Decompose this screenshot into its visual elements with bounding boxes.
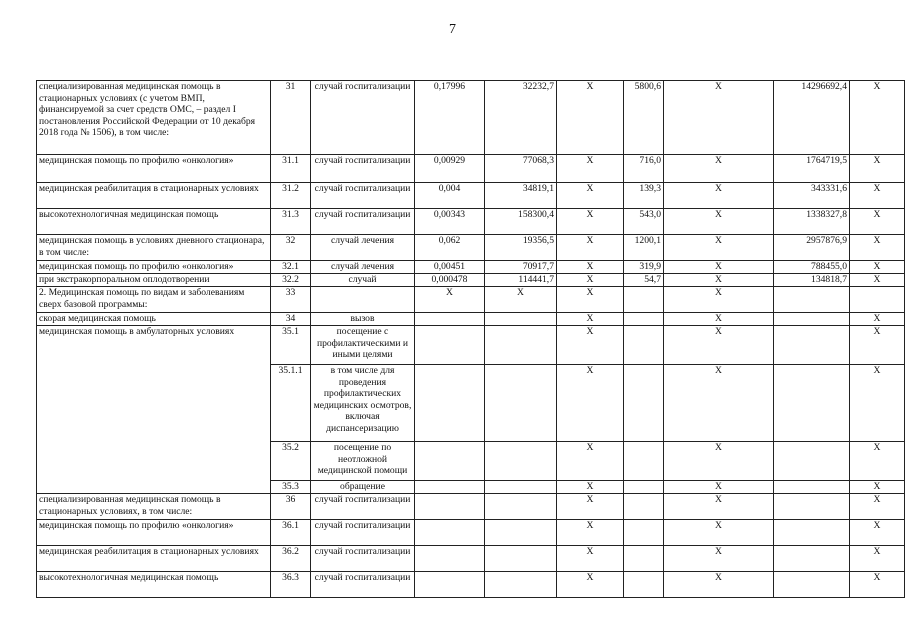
row-value-4: [624, 546, 664, 572]
row-value-2: 34819,1: [485, 183, 557, 209]
row-value-5: X: [664, 235, 774, 261]
row-value-5: X: [664, 442, 774, 481]
row-number: 35.1: [271, 326, 311, 365]
row-value-1: 0,00929: [415, 155, 485, 183]
row-value-4: 543,0: [624, 209, 664, 235]
row-value-6: [774, 546, 850, 572]
row-value-1: [415, 572, 485, 598]
row-value-5: X: [664, 365, 774, 442]
row-value-7: X: [850, 481, 905, 494]
row-unit: посещение с профилактическими и иными целями: [311, 326, 415, 365]
table-row: [37, 183, 905, 209]
row-value-5: X: [664, 572, 774, 598]
row-number: 35.1.1: [271, 365, 311, 442]
row-value-3: X: [557, 442, 624, 481]
row-name: высокотехнологичная медицинская помощь: [37, 209, 271, 235]
row-number: 32: [271, 235, 311, 261]
row-number: 35.3: [271, 481, 311, 494]
table-row: [37, 313, 905, 326]
row-value-6: [774, 442, 850, 481]
row-value-1: 0,00451: [415, 261, 485, 274]
row-value-7: X: [850, 209, 905, 235]
row-number: 35.2: [271, 442, 311, 481]
row-unit: обращение: [311, 481, 415, 494]
row-unit: случай госпитализации: [311, 81, 415, 155]
row-value-5: X: [664, 209, 774, 235]
row-value-3: X: [557, 81, 624, 155]
row-unit: случай: [311, 274, 415, 287]
table-row: [37, 546, 905, 572]
row-value-6: 134818,7: [774, 274, 850, 287]
row-value-3: X: [557, 494, 624, 520]
row-value-7: X: [850, 572, 905, 598]
row-value-3: X: [557, 481, 624, 494]
row-value-2: [485, 365, 557, 442]
table-row: [37, 287, 905, 313]
row-value-2: [485, 313, 557, 326]
row-value-2: [485, 572, 557, 598]
row-value-6: 2957876,9: [774, 235, 850, 261]
row-unit: случай лечения: [311, 235, 415, 261]
row-value-2: [485, 442, 557, 481]
row-unit: случай госпитализации: [311, 209, 415, 235]
row-value-7: X: [850, 442, 905, 481]
row-value-6: [774, 287, 850, 313]
table-row: [37, 155, 905, 183]
row-value-7: [850, 287, 905, 313]
row-value-4: [624, 494, 664, 520]
row-value-6: [774, 481, 850, 494]
row-value-5: X: [664, 155, 774, 183]
row-number: 33: [271, 287, 311, 313]
row-number: 31.3: [271, 209, 311, 235]
row-value-4: [624, 572, 664, 598]
row-value-2: [485, 546, 557, 572]
row-value-1: [415, 442, 485, 481]
row-value-3: X: [557, 287, 624, 313]
row-value-3: X: [557, 155, 624, 183]
row-name: медицинская помощь по профилю «онкология»: [37, 520, 271, 546]
row-value-3: X: [557, 520, 624, 546]
row-name: специализированная медицинская помощь в стационарных условиях (с учетом ВМП, финансируемой за счет средств ОМС, – раздел I постановления Российской Федерации от 10 декабря 2018 года № 1506), в том числе:: [37, 81, 271, 155]
row-value-7: X: [850, 81, 905, 155]
row-value-4: [624, 287, 664, 313]
row-value-4: 319,9: [624, 261, 664, 274]
row-value-3: X: [557, 365, 624, 442]
row-value-5: X: [664, 313, 774, 326]
row-value-6: [774, 494, 850, 520]
row-value-5: X: [664, 481, 774, 494]
row-value-1: 0,000478: [415, 274, 485, 287]
table-row: [37, 572, 905, 598]
row-value-6: [774, 313, 850, 326]
row-unit: посещение по неотложной медицинской помощи: [311, 442, 415, 481]
table-row: [37, 520, 905, 546]
row-value-7: X: [850, 494, 905, 520]
row-value-5: X: [664, 326, 774, 365]
row-unit: случай госпитализации: [311, 546, 415, 572]
row-value-5: X: [664, 287, 774, 313]
row-value-7: X: [850, 313, 905, 326]
row-value-3: X: [557, 261, 624, 274]
row-name: медицинская реабилитация в стационарных условиях: [37, 183, 271, 209]
table-row: [37, 274, 905, 287]
row-value-5: X: [664, 261, 774, 274]
row-value-2: [485, 494, 557, 520]
row-value-7: X: [850, 235, 905, 261]
row-value-1: [415, 326, 485, 365]
row-value-6: [774, 365, 850, 442]
row-value-7: X: [850, 365, 905, 442]
row-value-5: X: [664, 274, 774, 287]
row-value-1: [415, 520, 485, 546]
row-unit: случай госпитализации: [311, 183, 415, 209]
row-value-3: X: [557, 546, 624, 572]
row-number: 34: [271, 313, 311, 326]
row-value-4: 54,7: [624, 274, 664, 287]
row-name: медицинская реабилитация в стационарных условиях: [37, 546, 271, 572]
row-unit: вызов: [311, 313, 415, 326]
row-value-4: 139,3: [624, 183, 664, 209]
row-value-1: [415, 313, 485, 326]
row-value-7: X: [850, 326, 905, 365]
row-value-3: X: [557, 183, 624, 209]
row-value-3: X: [557, 313, 624, 326]
row-value-6: 788455,0: [774, 261, 850, 274]
row-value-6: 14296692,4: [774, 81, 850, 155]
row-unit: случай госпитализации: [311, 572, 415, 598]
row-name: медицинская помощь в условиях дневного стационара, в том числе:: [37, 235, 271, 261]
row-value-7: X: [850, 520, 905, 546]
row-number: 36.1: [271, 520, 311, 546]
row-value-2: [485, 481, 557, 494]
row-value-3: X: [557, 572, 624, 598]
row-value-1: 0,00343: [415, 209, 485, 235]
row-unit: случай госпитализации: [311, 494, 415, 520]
row-value-1: 0,062: [415, 235, 485, 261]
row-value-5: X: [664, 494, 774, 520]
row-value-3: X: [557, 274, 624, 287]
row-number: 36.3: [271, 572, 311, 598]
table-row: [37, 209, 905, 235]
row-number: 31.1: [271, 155, 311, 183]
row-value-5: X: [664, 520, 774, 546]
row-value-3: X: [557, 326, 624, 365]
row-unit: в том числе для проведения профилактических медицинских осмотров, включая диспансеризацию: [311, 365, 415, 442]
row-value-4: 716,0: [624, 155, 664, 183]
row-unit: случай госпитализации: [311, 155, 415, 183]
row-value-2: 19356,5: [485, 235, 557, 261]
row-value-5: X: [664, 81, 774, 155]
row-value-4: 1200,1: [624, 235, 664, 261]
row-value-7: X: [850, 261, 905, 274]
row-name: при экстракорпоральном оплодотворении: [37, 274, 271, 287]
row-name: специализированная медицинская помощь в стационарных условиях, в том числе:: [37, 494, 271, 520]
row-number: 36: [271, 494, 311, 520]
row-value-1: [415, 494, 485, 520]
row-value-2: 77068,3: [485, 155, 557, 183]
row-value-3: X: [557, 235, 624, 261]
row-name: медицинская помощь по профилю «онкология»: [37, 261, 271, 274]
row-number: 36.2: [271, 546, 311, 572]
row-name: медицинская помощь в амбулаторных условиях: [37, 326, 271, 494]
table-row: [37, 235, 905, 261]
row-value-5: X: [664, 183, 774, 209]
row-name: высокотехнологичная медицинская помощь: [37, 572, 271, 598]
row-number: 32.1: [271, 261, 311, 274]
row-value-1: 0,004: [415, 183, 485, 209]
row-value-4: [624, 442, 664, 481]
page-number: 7: [449, 22, 456, 37]
row-value-6: [774, 572, 850, 598]
row-value-6: 1764719,5: [774, 155, 850, 183]
row-value-2: 70917,7: [485, 261, 557, 274]
row-name: 2. Медицинская помощь по видам и заболеваниям сверх базовой программы:: [37, 287, 271, 313]
row-value-6: [774, 326, 850, 365]
row-unit: [311, 287, 415, 313]
table-row: [37, 494, 905, 520]
row-unit: случай лечения: [311, 261, 415, 274]
row-value-2: [485, 326, 557, 365]
row-value-7: X: [850, 546, 905, 572]
financing-table: [36, 80, 905, 598]
row-value-1: [415, 365, 485, 442]
row-value-4: 5800,6: [624, 81, 664, 155]
row-value-1: X: [415, 287, 485, 313]
row-value-1: 0,17996: [415, 81, 485, 155]
row-value-1: [415, 546, 485, 572]
row-number: 32.2: [271, 274, 311, 287]
row-value-6: 1338327,8: [774, 209, 850, 235]
row-value-7: X: [850, 183, 905, 209]
row-value-6: 343331,6: [774, 183, 850, 209]
row-value-7: X: [850, 155, 905, 183]
row-value-2: 32232,7: [485, 81, 557, 155]
row-value-7: X: [850, 274, 905, 287]
table-row: [37, 326, 905, 365]
row-name: медицинская помощь по профилю «онкология»: [37, 155, 271, 183]
table-row: [37, 81, 905, 155]
row-value-4: [624, 313, 664, 326]
row-value-3: X: [557, 209, 624, 235]
row-value-4: [624, 520, 664, 546]
row-value-5: X: [664, 546, 774, 572]
row-number: 31.2: [271, 183, 311, 209]
row-value-2: 114441,7: [485, 274, 557, 287]
row-unit: случай госпитализации: [311, 520, 415, 546]
row-name: скорая медицинская помощь: [37, 313, 271, 326]
row-value-4: [624, 481, 664, 494]
row-value-2: [485, 520, 557, 546]
row-value-2: X: [485, 287, 557, 313]
row-value-4: [624, 365, 664, 442]
table-row: [37, 261, 905, 274]
row-value-2: 158300,4: [485, 209, 557, 235]
row-value-1: [415, 481, 485, 494]
row-number: 31: [271, 81, 311, 155]
row-value-6: [774, 520, 850, 546]
row-value-4: [624, 326, 664, 365]
